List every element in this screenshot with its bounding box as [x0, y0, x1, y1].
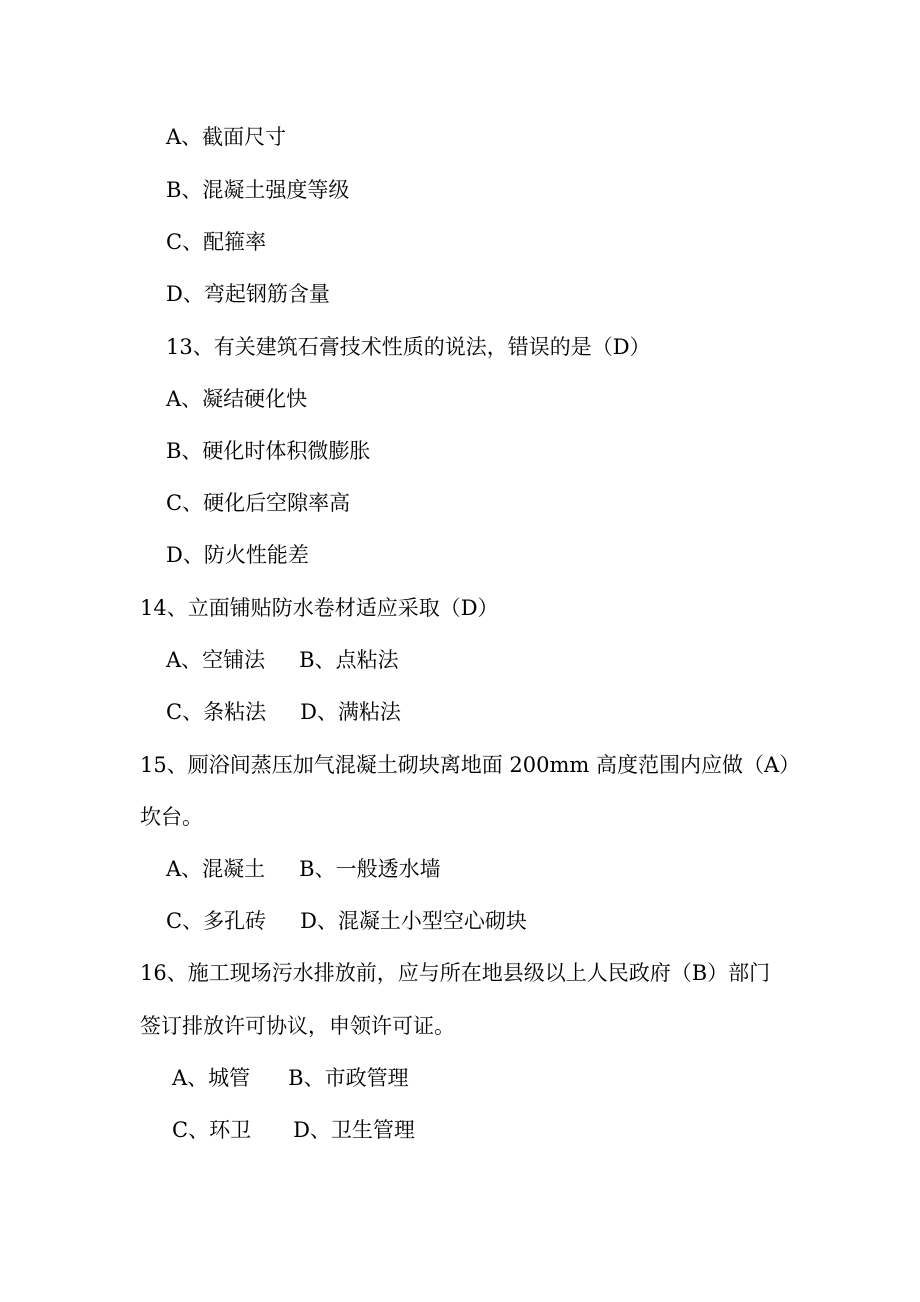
q12-option-a: A、截面尺寸 [166, 125, 287, 149]
q13-option-a: A、凝结硬化快 [166, 387, 308, 411]
q13-question: 13、有关建筑石膏技术性质的说法，错误的是（D） [166, 335, 651, 359]
q16-options-row-2 [172, 1117, 415, 1143]
q12-option-d: D、弯起钢筋含量 [166, 282, 330, 306]
q14-question: 14、立面铺贴防水卷材适应采取（D） [140, 596, 499, 620]
q15-options-row-1 [166, 856, 441, 882]
q15-option-b: B、一般透水墙 [299, 857, 441, 881]
q12-option-b: B、混凝土强度等级 [166, 178, 350, 202]
q12-option-c: C、配箍率 [166, 230, 267, 254]
q15-options-row-2 [166, 908, 527, 934]
q16-question-line-1: 16、施工现场污水排放前，应与所在地县级以上人民政府（B）部门 [140, 961, 771, 985]
q13-option-d: D、防火性能差 [166, 543, 309, 567]
q15-option-d: D、混凝土小型空心砌块 [300, 909, 527, 933]
q16-option-c: C、环卫 [172, 1118, 252, 1142]
q16-option-d: D、卫生管理 [293, 1118, 415, 1142]
q16-question-line-2: 签订排放许可协议，申领许可证。 [140, 1014, 455, 1038]
q15-question-line-2: 坎台。 [140, 805, 203, 829]
q13-option-c: C、硬化后空隙率高 [166, 491, 351, 515]
q14-option-c: C、条粘法 [166, 700, 267, 724]
q15-question-line-1: 15、厕浴间蒸压加气混凝土砌块离地面 200mm 高度范围内应做（A） [140, 753, 801, 777]
q16-options-row-1 [172, 1065, 409, 1091]
q14-options-row-1 [166, 647, 399, 673]
q14-option-a: A、空铺法 [166, 648, 266, 672]
q14-option-d: D、满粘法 [300, 700, 401, 724]
q14-options-row-2 [166, 699, 401, 725]
q14-option-b: B、点粘法 [299, 648, 399, 672]
q15-option-a: A、混凝土 [166, 857, 266, 881]
q13-option-b: B、硬化时体积微膨胀 [166, 439, 371, 463]
q16-option-a: A、城管 [172, 1066, 251, 1090]
q15-option-c: C、多孔砖 [166, 909, 267, 933]
q16-option-b: B、市政管理 [288, 1066, 409, 1090]
